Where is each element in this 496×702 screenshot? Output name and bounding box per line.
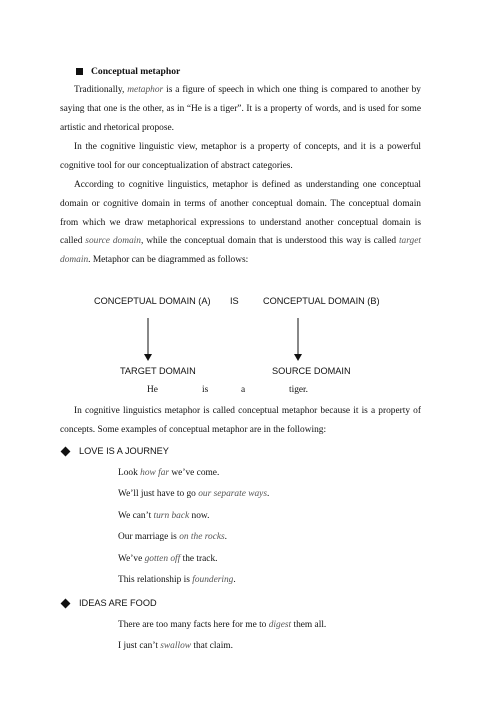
example-line: We can’t turn back now.	[118, 511, 210, 521]
diamond-bullet-icon	[61, 446, 71, 456]
term-target-domain: target domain	[60, 236, 421, 266]
paragraph-traditional: Traditionally, metaphor is a figure of speech in which one thing is compared to another by saying that one is the other, as in “He is a tiger”. It is a property of words, and is used for some artistic and rhetorical propose.	[60, 85, 421, 133]
heading-text: Conceptual metaphor	[91, 66, 181, 77]
sentence-word: is	[202, 385, 209, 395]
down-arrow-icon	[143, 318, 153, 362]
down-arrow-icon	[293, 318, 303, 362]
diamond-bullet-icon	[61, 598, 71, 608]
metaphor-love-journey: LOVE IS A JOURNEY	[60, 446, 169, 456]
paragraph-cognitive-view: In the cognitive linguistic view, metaphor is a property of concepts, and it is a powerful cognitive tool for our conceptualization of abstract categories.	[60, 142, 421, 171]
example-line: We’ve gotten off the track.	[118, 554, 218, 564]
paragraph-examples-intro: In cognitive linguistics metaphor is called conceptual metaphor because it is a property of concepts. Some examples of conceptual metaphor are in the following:	[60, 406, 421, 435]
source-domain-label: SOURCE DOMAIN	[272, 366, 351, 376]
section-heading	[76, 66, 180, 77]
is-label: IS	[230, 296, 239, 306]
term-metaphor: metaphor	[127, 85, 164, 95]
example-line: Our marriage is on the rocks.	[118, 532, 228, 542]
sentence-word: He	[147, 385, 158, 395]
example-line: I just can’t swallow that claim.	[118, 641, 233, 651]
example-line: We’ll just have to go our separate ways.	[118, 489, 270, 499]
example-line: Look how far we’ve come.	[118, 468, 220, 478]
example-line: There are too many facts here for me to digest them all.	[118, 620, 327, 630]
sentence-word: a	[241, 385, 246, 395]
metaphor-ideas-food: IDEAS ARE FOOD	[60, 598, 157, 608]
domain-a-label: CONCEPTUAL DOMAIN (A)	[94, 296, 211, 306]
target-domain-label: TARGET DOMAIN	[120, 366, 196, 376]
paragraph-definition: According to cognitive linguistics, metaphor is defined as understanding one conceptual domain or cognitive domain in terms of another conceptual domain. The conceptual domain from which we draw metaphorical expressions to understand another conceptual domain is called source domain, while the conceptual domain that is understood this way is called target domain. Metaphor can be diagrammed as follows:	[60, 180, 421, 266]
term-source-domain: source domain	[85, 236, 141, 247]
sentence-word: tiger.	[289, 385, 309, 395]
square-bullet-icon	[76, 68, 83, 75]
domain-b-label: CONCEPTUAL DOMAIN (B)	[263, 296, 380, 306]
example-line: This relationship is foundering.	[118, 575, 236, 585]
